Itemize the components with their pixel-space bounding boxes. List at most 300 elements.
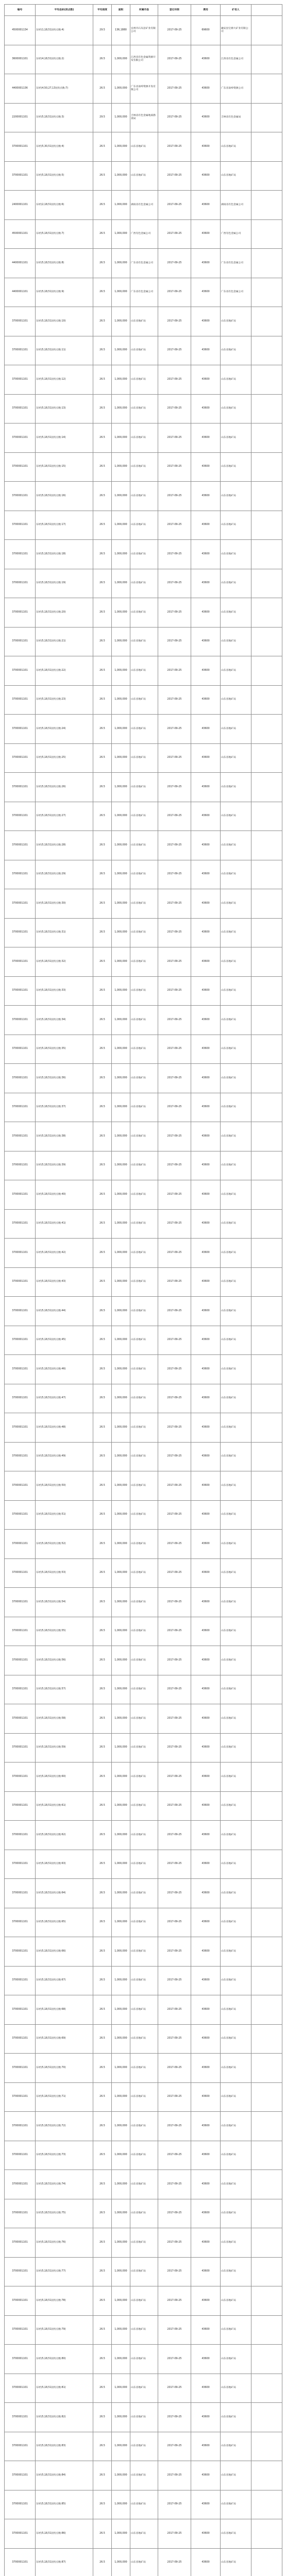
table-row [5,74,282,104]
cell-blank [251,2054,282,2083]
cell-municipality: 山东省地矿局 [130,1995,158,2025]
cell-coords: 东经(5,18,51)(拐点数:56) [36,1646,93,1675]
cell-municipality: 山东省地矿局 [130,627,158,656]
cell-blank [251,482,282,511]
cell-coords: 东经(5,18,51)(拐点数:54) [36,1588,93,1617]
cell-period: 2017-09-25 [158,1995,191,2025]
cell-period: 2017-09-25 [158,307,191,336]
cell-fee: 43600 [191,1675,221,1704]
cell-coords: 东经(5,18,51)(拐点数:67) [36,1966,93,1995]
table-row [5,45,282,74]
cell-area: 1,000,000 [112,831,130,860]
cell-holder: 山东省地矿局 [221,394,251,423]
cell-period: 2017-09-25 [158,1442,191,1471]
cell-fee: 43600 [191,773,221,802]
cell-municipality: 吉林省有色金属地质勘查局 [130,103,158,132]
cell-area: 1,000,000 [112,1617,130,1646]
table-row [5,1122,282,1151]
cell-coords: 东经(5,18,51)(拐点数:22) [36,656,93,686]
cell-blank [251,307,282,336]
cell-municipality: 山东省地矿局 [130,773,158,802]
cell-fee: 43600 [191,1326,221,1355]
cell-period: 2017-09-25 [158,918,191,947]
cell-coords: 东经(5,18,51)(拐点数:28) [36,831,93,860]
cell-id: 3700001101 [5,1588,36,1617]
cell-holder: 山东省地矿局 [221,423,251,453]
cell-municipality: 山东省地矿局 [130,1384,158,1413]
cell-fee: 43600 [191,947,221,977]
table-row [5,2054,282,2083]
cell-depth: 26.5 [93,1791,112,1821]
cell-holder: 山东省地矿局 [221,511,251,540]
cell-depth: 26.5 [93,161,112,191]
cell-depth: 26.5 [93,1617,112,1646]
cell-fee: 43600 [191,1558,221,1588]
cell-period: 2017-09-25 [158,219,191,249]
cell-municipality: 山东省地矿局 [130,1791,158,1821]
cell-fee: 43600 [191,1850,221,1879]
cell-area: 1,000,000 [112,365,130,395]
cell-blank [251,2315,282,2345]
cell-depth: 26.5 [93,1151,112,1180]
cell-area: 1,000,000 [112,219,130,249]
cell-blank [251,598,282,628]
cell-blank [251,540,282,569]
cell-municipality: 山东省地矿局 [130,2432,158,2461]
cell-blank [251,1442,282,1471]
cell-fee: 43600 [191,860,221,889]
cell-blank [251,1704,282,1734]
cell-id: 3700001101 [5,2432,36,2461]
cell-holder: 山东省地矿局 [221,831,251,860]
table-row [5,1384,282,1413]
cell-period: 2017-09-25 [158,1180,191,1210]
cell-coords: 东经(5,18,51)(拐点数:77) [36,2257,93,2286]
cell-blank [251,569,282,598]
table-row [5,1850,282,1879]
cell-area: 1,000,000 [112,1035,130,1064]
cell-depth: 26.5 [93,1384,112,1413]
cell-holder: 广东省有色金属公司 [221,278,251,307]
cell-period: 2017-09-25 [158,2024,191,2054]
cell-coords: 东经(5,18,51)(拐点数:82) [36,2403,93,2432]
cell-id: 3700001101 [5,336,36,365]
cell-id: 3700001101 [5,1646,36,1675]
cell-fee: 43600 [191,2490,221,2519]
cell-fee: 43600 [191,2286,221,2316]
cell-municipality: 山东省地矿局 [130,1879,158,1908]
table-row [5,336,282,365]
cell-coords: 东经(5,18,51)(拐点数:42) [36,1239,93,1268]
cell-coords: 东经(5,18,51)(拐点数:41) [36,1209,93,1239]
table-row [5,802,282,831]
cell-fee: 43600 [191,976,221,1006]
cell-period: 2017-09-25 [158,2199,191,2228]
cell-depth: 26.5 [93,2257,112,2286]
cell-depth: 26.5 [93,336,112,365]
cell-id: 3700001101 [5,1413,36,1443]
cell-coords: 东经(5,18,51)(拐点数:31) [36,918,93,947]
cell-fee: 43600 [191,1471,221,1501]
cell-area: 1,000,000 [112,161,130,191]
cell-blank [251,2112,282,2141]
cell-holder: 山东省地矿局 [221,1617,251,1646]
cell-holder: 广西有色金属公司 [221,219,251,249]
cell-area: 1,000,000 [112,1006,130,1035]
cell-coords: 东经(5,18,51)(拐点数:75) [36,2199,93,2228]
cell-coords: 东经(5,18,51)(拐点数:49) [36,1442,93,1471]
cell-coords: 东经(5,18,51)(拐点数:16) [36,482,93,511]
cell-holder: 山东省地矿局 [221,2170,251,2199]
cell-id: 3700001101 [5,743,36,773]
cell-blank [251,423,282,453]
cell-area: 1,000,000 [112,1297,130,1326]
cell-area: 1,000,000 [112,1937,130,1967]
cell-period: 2017-09-25 [158,831,191,860]
cell-depth: 26.5 [93,365,112,395]
cell-holder: 山东省地矿局 [221,132,251,162]
cell-coords: 东经(5,18,51)(拐点数:36) [36,1064,93,1093]
cell-blank [251,1995,282,2025]
cell-blank [251,1937,282,1967]
cell-id: 3700001101 [5,2054,36,2083]
cell-area: 1,000,000 [112,2024,130,2054]
cell-depth: 26.5 [93,2432,112,2461]
cell-period: 2017-09-25 [158,2054,191,2083]
cell-period: 2017-09-25 [158,947,191,977]
cell-depth: 26.5 [93,1035,112,1064]
cell-holder: 山东省地矿局 [221,1239,251,1268]
cell-period: 2017-09-25 [158,1908,191,1937]
table-row [5,1617,282,1646]
cell-id: 3700001101 [5,1151,36,1180]
cell-area: 1,000,000 [112,743,130,773]
cell-id: 3700001101 [5,1995,36,2025]
cell-period: 2017-09-25 [158,1326,191,1355]
cell-blank [251,831,282,860]
cell-id: 3700001101 [5,598,36,628]
cell-depth: 26.5 [93,947,112,977]
table-row [5,1209,282,1239]
cell-holder: 山东省地矿局 [221,1937,251,1967]
cell-fee: 43600 [191,2024,221,2054]
table-row [5,1530,282,1559]
cell-holder: 山东省地矿局 [221,2082,251,2112]
cell-id: 3700001101 [5,1267,36,1297]
cell-depth: 26.5 [93,2374,112,2403]
cell-blank [251,1180,282,1210]
cell-depth: 26.5 [93,1558,112,1588]
cell-area: 1,000,000 [112,976,130,1006]
cell-holder: 山东省地矿局 [221,889,251,919]
cell-fee: 43600 [191,1704,221,1734]
cell-municipality: 山东省地矿局 [130,452,158,482]
header-id: 编号 [5,5,36,16]
cell-id: 3700001101 [5,1209,36,1239]
table-row [5,1093,282,1122]
cell-fee: 43600 [191,219,221,249]
cell-blank [251,132,282,162]
table-row [5,1558,282,1588]
cell-blank [251,2374,282,2403]
cell-blank [251,2228,282,2258]
cell-period: 2017-09-25 [158,773,191,802]
cell-blank [251,976,282,1006]
cell-area: 1,000,000 [112,918,130,947]
cell-id: 2200001101 [5,103,36,132]
cell-depth: 26.5 [93,976,112,1006]
cell-area: 1,000,000 [112,2082,130,2112]
cell-municipality: 山东省地矿局 [130,2228,158,2258]
cell-fee: 43600 [191,2257,221,2286]
cell-coords: 东经(5,18,51)(拐点数:14) [36,423,93,453]
cell-fee: 43600 [191,1791,221,1821]
cell-blank [251,336,282,365]
cell-holder: 山东省地矿局 [221,2432,251,2461]
cell-coords: 东经(5,18,51)(拐点数:11) [36,336,93,365]
cell-coords: 东经(5,18,51)(拐点数:86) [36,2519,93,2549]
cell-holder: 山东省地矿局 [221,598,251,628]
cell-municipality: 山东省地矿局 [130,1239,158,1268]
cell-id: 3700001101 [5,394,36,423]
cell-municipality: 山东省地矿局 [130,860,158,889]
cell-municipality: 山东省地矿局 [130,1093,158,1122]
cell-period: 2017-09-25 [158,2082,191,2112]
cell-area: 1,000,000 [112,2461,130,2490]
cell-holder: 山东省地矿局 [221,1588,251,1617]
cell-holder: 山东省地矿局 [221,1995,251,2025]
cell-coords: 东经(5,18,51)(拐点数:34) [36,1006,93,1035]
cell-period: 2017-09-25 [158,889,191,919]
cell-area: 1,000,000 [112,1064,130,1093]
cell-coords: 东经(5,18,51)(拐点数:43) [36,1267,93,1297]
cell-blank [251,45,282,74]
cell-area: 1,000,000 [112,132,130,162]
cell-id: 3700001101 [5,2024,36,2054]
table-row [5,2141,282,2170]
cell-area: 1,000,000 [112,1530,130,1559]
table-header [5,5,282,16]
cell-fee: 43600 [191,2403,221,2432]
cell-coords: 东经(4,18,51)(拐点数:2) [36,45,93,74]
cell-depth: 26.5 [93,1937,112,1967]
cell-period: 2017-09-25 [158,394,191,423]
cell-depth: 26.5 [93,307,112,336]
cell-area: 1,000,000 [112,2170,130,2199]
cell-period: 2017-09-25 [158,249,191,278]
table-row [5,773,282,802]
table-row [5,540,282,569]
table-row [5,2082,282,2112]
cell-id: 3700001101 [5,1093,36,1122]
cell-municipality: 山东省地矿局 [130,2170,158,2199]
cell-holder: 山东省地矿局 [221,1209,251,1239]
cell-coords: 东经(5,18,51)(拐点数:26) [36,773,93,802]
cell-area: 1,000,000 [112,2403,130,2432]
cell-id: 3700001101 [5,1384,36,1413]
cell-coords: 东经(5,18,51)(拐点数:39) [36,1151,93,1180]
table-row [5,2286,282,2316]
cell-holder: 山东省地矿局 [221,1791,251,1821]
cell-id: 3700001101 [5,1355,36,1384]
cell-depth: 26.5 [93,1006,112,1035]
cell-coords: 东经(5,18,51)(拐点数:38) [36,1122,93,1151]
cell-id: 3700001101 [5,1908,36,1937]
cell-area: 1,000,000 [112,1151,130,1180]
cell-blank [251,1762,282,1792]
cell-depth: 26.5 [93,1908,112,1937]
cell-fee: 43600 [191,627,221,656]
cell-coords: 东经(5,18,51)(拐点数:40) [36,1180,93,1210]
cell-id: 3700001101 [5,831,36,860]
cell-municipality: 山东省地矿局 [130,1558,158,1588]
cell-period: 2017-09-25 [158,1035,191,1064]
cell-depth: 26.5 [93,2490,112,2519]
cell-municipality: 山东省地矿局 [130,1762,158,1792]
cell-holder: 融安县宝源大矿业有限公司 [221,16,251,45]
cell-area: 1,000,000 [112,540,130,569]
cell-period: 2017-09-25 [158,1297,191,1326]
cell-blank [251,1209,282,1239]
table-row [5,2228,282,2258]
cell-blank [251,2432,282,2461]
cell-holder: 山东省地矿局 [221,1122,251,1151]
cell-coords: 东经(5,18,51)(拐点数:27) [36,802,93,831]
cell-fee: 43600 [191,278,221,307]
cell-coords: 东经(5,18,51)(拐点数:19) [36,569,93,598]
cell-coords: 东经(5,18,51)(拐点数:46) [36,1355,93,1384]
cell-holder: 山东省地矿局 [221,336,251,365]
cell-municipality: 山东省地矿局 [130,1646,158,1675]
cell-fee: 43600 [191,1035,221,1064]
cell-period: 2017-09-25 [158,598,191,628]
cell-depth: 26.5 [93,2345,112,2374]
cell-municipality: 山东省地矿局 [130,743,158,773]
cell-id: 3700001101 [5,2286,36,2316]
cell-municipality: 山东省地矿局 [130,1908,158,1937]
mining-rights-table [4,4,282,2576]
cell-holder: 山东省地矿局 [221,773,251,802]
cell-id: 3700001101 [5,365,36,395]
cell-id: 3700001101 [5,1821,36,1850]
cell-coords: 东经(5,18,51)(拐点数:5) [36,161,93,191]
cell-area: 1,000,000 [112,598,130,628]
cell-depth: 26.5 [93,1355,112,1384]
cell-area: 1,000,000 [112,307,130,336]
cell-depth: 26.5 [93,1879,112,1908]
cell-period: 2017-09-25 [158,802,191,831]
cell-municipality: 山东省地矿局 [130,511,158,540]
cell-depth: 26.5 [93,1762,112,1792]
cell-area: 1,000,000 [112,715,130,744]
table-row [5,2374,282,2403]
cell-coords: 东经(5,18,51)(拐点数:80) [36,2345,93,2374]
cell-coords: 东经(2,18,51)(拐点数:6) [36,191,93,220]
cell-id: 3700001101 [5,1675,36,1704]
cell-blank [251,1879,282,1908]
cell-depth: 26.5 [93,1646,112,1675]
cell-depth: 26.5 [93,2315,112,2345]
cell-coords: 东经(5,18,51)(拐点数:60) [36,1762,93,1792]
cell-period: 2017-09-25 [158,1122,191,1151]
cell-period: 2017-09-25 [158,74,191,104]
cell-fee: 43600 [191,2548,221,2576]
cell-depth: 26.5 [93,831,112,860]
cell-municipality: 山东省地矿局 [130,598,158,628]
cell-coords: 东经(5,18,51)(拐点数:53) [36,1558,93,1588]
cell-period: 2017-09-25 [158,1675,191,1704]
cell-fee: 43600 [191,1180,221,1210]
cell-coords: 东经(5,18,51)(拐点数:68) [36,1995,93,2025]
table-row [5,1704,282,1734]
header-row [5,5,282,16]
cell-depth: 26.5 [93,1733,112,1762]
cell-municipality: 山东省地矿局 [130,2286,158,2316]
cell-depth: 26.5 [93,423,112,453]
cell-municipality: 山东省地矿局 [130,802,158,831]
cell-blank [251,2548,282,2576]
cell-id: 3700001101 [5,2461,36,2490]
cell-fee: 43600 [191,1500,221,1530]
cell-coords: 东经(5,18,51)(拐点数:44) [36,1297,93,1326]
cell-area: 1,000,000 [112,2548,130,2576]
cell-depth: 26.5 [93,773,112,802]
cell-area: 1,000,000 [112,278,130,307]
cell-municipality: 山东省地矿局 [130,394,158,423]
cell-depth: 26.5 [93,1675,112,1704]
cell-fee: 43600 [191,1297,221,1326]
cell-holder: 山东省地矿局 [221,1151,251,1180]
cell-municipality: 山东省地矿局 [130,336,158,365]
cell-coords: 东经(5,18,51)(拐点数:62) [36,1821,93,1850]
cell-holder: 山东省地矿局 [221,1093,251,1122]
cell-municipality: 山东省地矿局 [130,482,158,511]
cell-holder: 山东省地矿局 [221,1500,251,1530]
cell-period: 2017-09-25 [158,715,191,744]
cell-fee: 43600 [191,2228,221,2258]
cell-period: 2017-09-25 [158,976,191,1006]
cell-area: 1,000,000 [112,1850,130,1879]
cell-blank [251,16,282,45]
cell-period: 2017-09-25 [158,2461,191,2490]
cell-area: 1,000,000 [112,569,130,598]
cell-fee: 43600 [191,918,221,947]
cell-area: 1,000,000 [112,2490,130,2519]
cell-depth: 26.5 [93,1297,112,1326]
cell-coords: 东经(5,18,51)(拐点数:15) [36,452,93,482]
cell-municipality: 山东省地矿局 [130,889,158,919]
cell-period: 2017-09-25 [158,1733,191,1762]
cell-period: 2017-09-25 [158,1879,191,1908]
cell-fee: 43600 [191,191,221,220]
cell-fee: 43600 [191,45,221,74]
cell-depth: 26.5 [93,2519,112,2549]
cell-municipality: 江西省有色金属资源开发有限公司 [130,45,158,74]
cell-depth: 26.5 [93,249,112,278]
cell-period: 2017-09-25 [158,1937,191,1967]
cell-depth: 26.5 [93,2024,112,2054]
cell-id: 3700001101 [5,1180,36,1210]
cell-holder: 山东省地矿局 [221,2548,251,2576]
cell-blank [251,1267,282,1297]
cell-municipality: 山东省地矿局 [130,1122,158,1151]
cell-depth: 26.5 [93,2403,112,2432]
cell-coords: 东经(5,18,51)(拐点数:32) [36,947,93,977]
cell-coords: 东经(5,18,51)(拐点数:24) [36,715,93,744]
cell-holder: 山东省地矿局 [221,1267,251,1297]
cell-area: 1,000,000 [112,1733,130,1762]
cell-period: 2017-09-25 [158,2490,191,2519]
